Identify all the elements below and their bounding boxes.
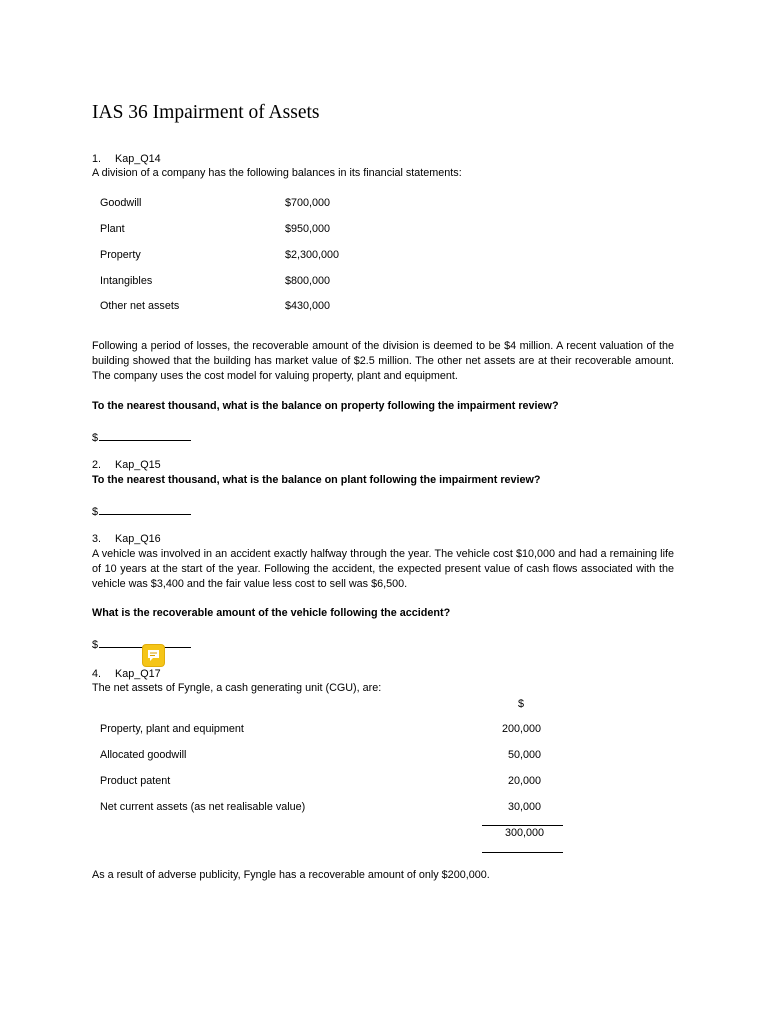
q1-row-label: Property bbox=[100, 249, 141, 261]
q3-question: What is the recoverable amount of the vehicle following the accident? bbox=[92, 607, 451, 619]
q2-heading bbox=[92, 458, 161, 473]
q3-number: 3. bbox=[92, 533, 102, 545]
q1-row-label: Goodwill bbox=[100, 197, 142, 209]
q4-row-value: 30,000 bbox=[507, 801, 541, 813]
q1-code: Kap_Q14 bbox=[115, 153, 161, 165]
q2-code: Kap_Q15 bbox=[115, 459, 161, 471]
q4-intro: The net assets of Fyngle, a cash generating unit (CGU), are: bbox=[92, 682, 382, 694]
speech-bubble-icon bbox=[147, 649, 160, 662]
q3-heading bbox=[92, 532, 161, 547]
q2-number: 2. bbox=[92, 459, 102, 471]
q4-row-label: Net current assets (as net realisable value) bbox=[100, 801, 306, 813]
comment-icon[interactable] bbox=[143, 645, 164, 666]
q4-row-value: 50,000 bbox=[507, 749, 541, 761]
q1-heading bbox=[92, 152, 161, 167]
q4-row-value: 200,000 bbox=[501, 723, 541, 735]
q1-question: To the nearest thousand, what is the balance on property following the impairment review? bbox=[92, 400, 559, 412]
q4-currency-header: $ bbox=[518, 698, 525, 710]
q3-code: Kap_Q16 bbox=[115, 533, 161, 545]
q3-paragraph: A vehicle was involved in an accident exactly halfway through the year. The vehicle cost $10,000 and had a remaining life of 10 years at the start of the year. Following the accident, the expected present value of cash flows associated with the vehicle was $3,400 and the fair value less cost to sell was $6,500. bbox=[92, 548, 674, 590]
q4-row-label: Product patent bbox=[100, 775, 171, 787]
q3-answer-field[interactable] bbox=[92, 636, 191, 653]
q1-row-value: $700,000 bbox=[285, 197, 331, 209]
q4-row-label: Allocated goodwill bbox=[100, 749, 187, 761]
q1-row-value: $800,000 bbox=[285, 275, 331, 287]
q4-closing: As a result of adverse publicity, Fyngle has a recoverable amount of only $200,000. bbox=[92, 869, 490, 881]
q1-row-label: Plant bbox=[100, 223, 125, 235]
page-title: IAS 36 Impairment of Assets bbox=[92, 102, 320, 123]
q1-answer-prefix: $ bbox=[92, 432, 99, 444]
q1-row-value: $950,000 bbox=[285, 223, 331, 235]
q3-answer-prefix: $ bbox=[92, 639, 99, 651]
q1-answer-blank[interactable] bbox=[99, 429, 191, 441]
q1-row-label: Intangibles bbox=[100, 275, 153, 287]
q4-total-rule-bottom bbox=[482, 852, 563, 853]
q2-answer-blank[interactable] bbox=[99, 503, 191, 515]
q2-answer-field[interactable] bbox=[92, 503, 191, 520]
q1-row-label: Other net assets bbox=[100, 300, 180, 312]
q1-intro: A division of a company has the following balances in its financial statements: bbox=[92, 167, 462, 179]
q4-code: Kap_Q17 bbox=[115, 668, 161, 680]
q1-row-value: $2,300,000 bbox=[285, 249, 340, 261]
q1-paragraph: Following a period of losses, the recoverable amount of the division is deemed to be $4 million. A recent valuation of the building showed that the building has market value of $2.5 million. The other net assets are at their recoverable amount. The company uses the cost model for valuing property, plant and equipment. bbox=[92, 340, 674, 382]
q1-answer-field[interactable] bbox=[92, 429, 191, 446]
q1-number: 1. bbox=[92, 153, 102, 165]
q4-total-value: 300,000 bbox=[504, 827, 544, 839]
q2-question: To the nearest thousand, what is the balance on plant following the impairment review? bbox=[92, 474, 541, 486]
q1-row-value: $430,000 bbox=[285, 300, 331, 312]
q4-heading bbox=[92, 667, 161, 682]
q2-answer-prefix: $ bbox=[92, 506, 99, 518]
q4-row-label: Property, plant and equipment bbox=[100, 723, 244, 735]
q4-number: 4. bbox=[92, 668, 102, 680]
q4-row-value: 20,000 bbox=[507, 775, 541, 787]
